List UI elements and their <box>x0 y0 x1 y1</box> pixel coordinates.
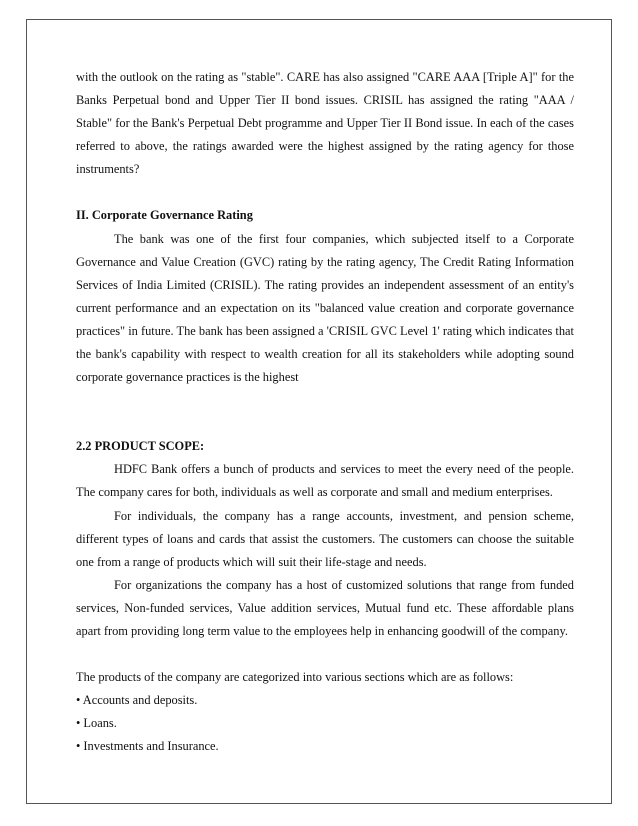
governance-paragraph: The bank was one of the first four companies, which subjected itself to a Corporate Governance and Value Creation (GVC) rating by the rating agency, The Credit Rating Information Services of India Limited (CRISIL). The rating provides an independent assessment of an entity's current performance and an expectation on its "balanced value creation and corporate governance practices" in future. The bank has been assigned a 'CRISIL GVC Level 1' rating which indicates that the bank's capability with respect to wealth creation for all its stakeholders while adopting sound corporate governance practices is the highest <box>76 231 574 385</box>
document-body <box>76 66 574 758</box>
list-item: • Loans. <box>76 716 117 731</box>
product-list-intro: The products of the company are categorized into various sections which are as follows: <box>76 670 514 685</box>
product-scope-paragraph-3: For organizations the company has a host of customized solutions that range from funded services, Non-funded services, Value addition services, Mutual fund etc. These affordable plans apart from providing long term value to the employees help in enhancing goodwill of the company. <box>76 577 574 638</box>
spacer <box>76 389 574 435</box>
list-item: • Investments and Insurance. <box>76 739 219 754</box>
product-category-list <box>76 689 574 758</box>
spacer <box>76 643 574 666</box>
spacer <box>76 181 574 204</box>
product-scope-paragraph-2: For individuals, the company has a range accounts, investment, and pension scheme, different types of loans and cards that assist the customers. The customers can choose the suitable one from a range of products which will suit their life-stage and needs. <box>76 508 574 569</box>
governance-heading: II. Corporate Governance Rating <box>76 208 253 223</box>
product-scope-heading: 2.2 PRODUCT SCOPE: <box>76 439 205 454</box>
intro-paragraph: with the outlook on the rating as "stable". CARE has also assigned "CARE AAA [Triple A]" for the Banks Perpetual bond and Upper Tier II bond issues. CRISIL has assigned the rating "AAA / Stable" for the Bank's Perpetual Debt programme and Upper Tier II Bond issue. In each of the cases referred to above, the ratings awarded were the highest assigned by the rating agency for those instruments? <box>76 70 574 177</box>
list-item: • Accounts and deposits. <box>76 693 198 708</box>
product-scope-paragraph-1: HDFC Bank offers a bunch of products and services to meet the every need of the people. The company cares for both, individuals as well as corporate and small and medium enterprises. <box>76 462 574 500</box>
